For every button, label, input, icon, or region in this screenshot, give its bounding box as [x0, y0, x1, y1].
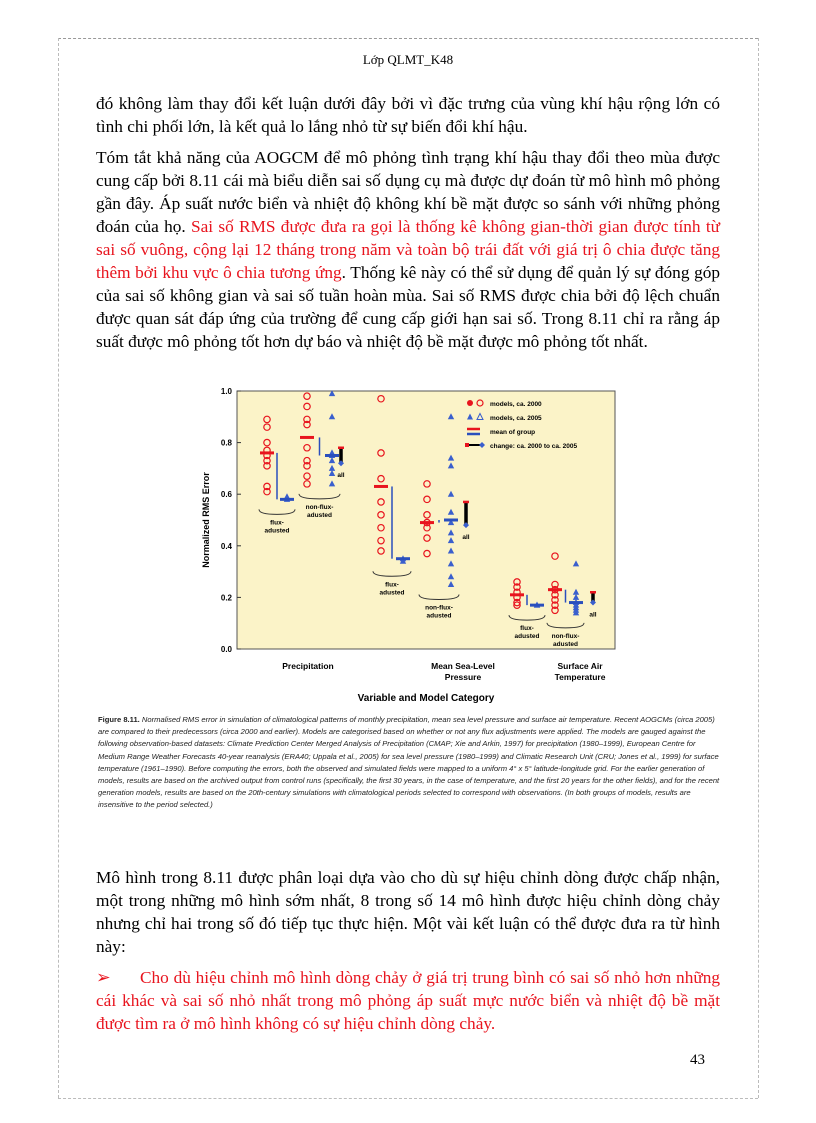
legend-entry-label: change: ca. 2000 to ca. 2005 — [490, 443, 578, 450]
y-tick-label: 0.4 — [220, 541, 232, 551]
y-tick-label: 0.8 — [220, 438, 232, 448]
page-number: 43 — [690, 1052, 705, 1068]
paragraph-1: đó không làm thay đổi kết luận dưới đây bởi vì đặc trưng của vùng khí hậu rộng lớn có tình chi phối lớn, là kết quả lo lắng nhỏ từ sự biến đổi khí hậu. — [96, 94, 720, 136]
y-tick-label: 1.0 — [220, 387, 232, 396]
x-category-label: Surface Air — [557, 661, 603, 671]
group-label: adusted — [307, 511, 332, 519]
paragraph-2-highlight: Sai số RMS được đưa ra gọi là thống kê không gian-thời gian được tính từ sai số vuông, cộng lại 12 tháng trong năm và toàn bộ trái đất với giá trị ô chia được tăng thêm bởi khu vực ô chia tương ứng — [96, 217, 720, 282]
figure-caption-label: Figure 8.11. — [98, 715, 140, 724]
all-label: all — [337, 472, 345, 480]
figure-8-11 — [195, 377, 625, 707]
page-border-right — [758, 38, 759, 1098]
page-border-top — [58, 38, 758, 39]
group-label: adusted — [553, 640, 578, 648]
paragraph-2 — [96, 146, 720, 353]
paragraph-2-part-1: Tóm tắt khả năng của AOGCM để mô phỏng tình trạng khí hậu thay đổi theo mùa được cung cấp bởi 8.11 cái mà biểu diễn sai số dụng cụ mà được dự đoán từ mô hình mô phỏng gần đây. Áp suất nước biển và nhiệt độ không khí bề mặt được so sánh với những phỏng đoán của họ. — [96, 148, 720, 236]
group-label: flux- — [270, 519, 284, 527]
group-label: adusted — [379, 589, 405, 597]
group-label: non-flux- — [425, 604, 453, 612]
all-label: all — [589, 611, 597, 619]
figure-caption-text: Normalised RMS error in simulation of climatological patterns of monthly precipitation, mean sea level pressure and surface air temperature. Recent AOGCMs (circa 2005) are compared to their predecessors (circa 2000 and earlier). Models are categorised based on whether or not any flux adjustments were applied. The models are gauged against the following observation-based datasets: Climate Prediction Center Merged Analysis of Precipitation (CMAP; Xie and Arkin, 1997) for precipitation (1980–1999), European Centre for Medium Range Weather Forecasts 40-year reanalysis (ERA40; Uppala et al., 2005) for sea level pressure (1980–1999) and Climatic Research Unit (CRU; Jones et al., 1999) for surface temperature (1961–1990). Before computing the errors, both the observed and simulated fields were mapped to a uniform 4° x 5° latitude-longitude grid. For the earlier generation of models, results are based on the archived output from control runs (specifically, the first 30 years, in the case of temperature, and the first 20 years for the other fields), and for the recent generation models, results are based on the 20th-century simulations with climatological periods selected to correspond with observations. (In both groups of models, results are insensitive to the period selected.) — [98, 715, 720, 810]
x-axis-label: Variable and Model Category — [357, 693, 495, 704]
page-header: Lớp QLMT_K48 — [362, 52, 454, 67]
x-category-label: Pressure — [444, 672, 482, 682]
bullet-item — [96, 966, 720, 1035]
x-category-label: Mean Sea-Level — [431, 661, 495, 671]
paragraph-2-part-2: . Thống kê này có thể sử dụng để quản lý sự đóng góp của sai số không gian và sai số tuần hoàn mùa. Sai số RMS được chia bởi độ lệch chuẩn được quan sát đáp ứng của trường để cung cấp giới hạn sai số. Trong 8.11 chỉ ra rằng áp suất được mô phỏng tốt hơn dự báo và nhiệt độ bề mặt được mô phỏng tốt nhất. — [96, 263, 720, 351]
y-tick-label: 0.2 — [220, 593, 232, 603]
legend-entry-label: models, ca. 2000 — [490, 401, 542, 408]
group-label: non-flux- — [305, 503, 334, 511]
y-axis-label: Normalized RMS Error — [201, 472, 211, 568]
x-category-label: Precipitation — [282, 661, 334, 671]
paragraph-3: Mô hình trong 8.11 được phân loại dựa vào cho dù sự hiệu chỉnh dòng được chấp nhận, một trong những mô hình sớm nhất, 8 trong số 14 mô hình được hiệu chỉnh dòng chảy nhưng chỉ hai trong số đó tiếp tục thực hiện. Một vài kết luận có thể được đưa ra từ hình này: — [96, 868, 720, 956]
legend-symbol-2000-filled — [467, 400, 473, 406]
group-label: flux- — [520, 625, 534, 633]
x-category-label: Temperature — [554, 672, 606, 682]
group-label: adusted — [426, 612, 452, 620]
y-tick-label: 0.6 — [220, 490, 232, 500]
y-tick-label: 0.0 — [220, 645, 232, 654]
page-border-bottom — [58, 1098, 758, 1099]
group-label: adusted — [264, 527, 290, 535]
page-border-left — [58, 38, 59, 1098]
bullet-arrow-icon: ➢ — [96, 968, 111, 987]
legend-symbol-change-start — [465, 443, 469, 447]
rms-error-chart — [195, 377, 625, 707]
all-label: all — [462, 534, 470, 542]
group-label: flux- — [385, 581, 399, 589]
figure-caption — [98, 714, 722, 812]
legend-entry-label: models, ca. 2005 — [490, 415, 542, 422]
bullet-item-text: Cho dù hiệu chỉnh mô hình dòng chảy ở giá trị trung bình có sai số nhỏ hơn những cái khác và sai số nhỏ nhất trong mô phỏng áp suất mực nước biển và nhiệt độ bề mặt được tìm ra ở mô hình không có sự hiệu chỉnh dòng chảy. — [96, 968, 720, 1033]
group-label: adusted — [514, 633, 540, 641]
legend-entry-label: mean of group — [490, 429, 536, 436]
group-label: non-flux- — [551, 632, 580, 640]
